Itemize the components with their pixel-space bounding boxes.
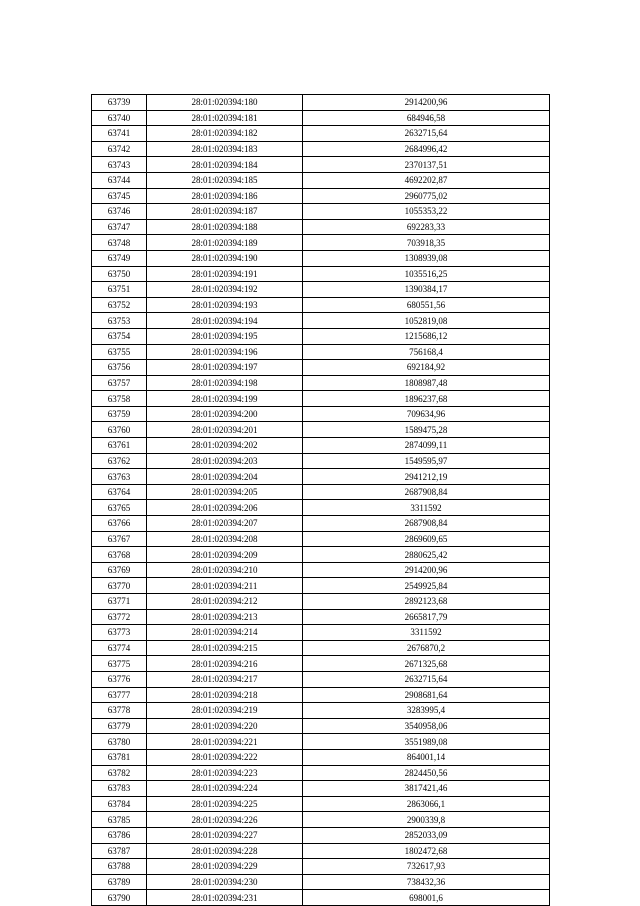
row-number-cell: 63743 xyxy=(92,157,147,173)
table-row xyxy=(92,765,550,781)
cadastral-value-cell: 2370137,51 xyxy=(303,157,550,173)
row-number-cell: 63769 xyxy=(92,562,147,578)
cadastral-number-cell: 28:01:020394:229 xyxy=(147,859,303,875)
cadastral-number-cell: 28:01:020394:216 xyxy=(147,656,303,672)
row-number-cell: 63752 xyxy=(92,297,147,313)
cadastral-number-cell: 28:01:020394:214 xyxy=(147,625,303,641)
row-number-cell: 63758 xyxy=(92,391,147,407)
cadastral-value-cell: 4692202,87 xyxy=(303,172,550,188)
row-number-cell: 63755 xyxy=(92,344,147,360)
row-number-cell: 63759 xyxy=(92,406,147,422)
table-row xyxy=(92,360,550,376)
cadastral-value-cell: 2908681,64 xyxy=(303,687,550,703)
row-number-cell: 63753 xyxy=(92,313,147,329)
row-number-cell: 63756 xyxy=(92,360,147,376)
cadastral-value-cell: 2632715,64 xyxy=(303,671,550,687)
cadastral-number-cell: 28:01:020394:212 xyxy=(147,594,303,610)
table-row xyxy=(92,781,550,797)
table-row xyxy=(92,422,550,438)
cadastral-value-cell: 2687908,84 xyxy=(303,516,550,532)
row-number-cell: 63782 xyxy=(92,765,147,781)
row-number-cell: 63750 xyxy=(92,266,147,282)
cadastral-number-cell: 28:01:020394:219 xyxy=(147,703,303,719)
cadastral-value-cell: 1055353,22 xyxy=(303,204,550,220)
table-row xyxy=(92,843,550,859)
table-body xyxy=(92,95,550,906)
cadastral-number-cell: 28:01:020394:221 xyxy=(147,734,303,750)
table-row xyxy=(92,375,550,391)
cadastral-number-cell: 28:01:020394:222 xyxy=(147,749,303,765)
cadastral-number-cell: 28:01:020394:227 xyxy=(147,827,303,843)
cadastral-number-cell: 28:01:020394:213 xyxy=(147,609,303,625)
cadastral-value-cell: 703918,35 xyxy=(303,235,550,251)
table-row xyxy=(92,594,550,610)
cadastral-value-cell: 738432,36 xyxy=(303,874,550,890)
cadastral-number-cell: 28:01:020394:209 xyxy=(147,547,303,563)
cadastral-value-cell: 698001,6 xyxy=(303,890,550,906)
table-row xyxy=(92,578,550,594)
cadastral-number-cell: 28:01:020394:193 xyxy=(147,297,303,313)
cadastral-value-cell: 864001,14 xyxy=(303,749,550,765)
cadastral-number-cell: 28:01:020394:211 xyxy=(147,578,303,594)
table-row xyxy=(92,859,550,875)
table-row xyxy=(92,827,550,843)
row-number-cell: 63764 xyxy=(92,484,147,500)
cadastral-number-cell: 28:01:020394:228 xyxy=(147,843,303,859)
cadastral-number-cell: 28:01:020394:220 xyxy=(147,718,303,734)
cadastral-number-cell: 28:01:020394:224 xyxy=(147,781,303,797)
cadastral-value-cell: 1215686,12 xyxy=(303,328,550,344)
cadastral-number-cell: 28:01:020394:188 xyxy=(147,219,303,235)
cadastral-value-cell: 2687908,84 xyxy=(303,484,550,500)
cadastral-value-cell: 1896237,68 xyxy=(303,391,550,407)
cadastral-value-cell: 3817421,46 xyxy=(303,781,550,797)
row-number-cell: 63761 xyxy=(92,438,147,454)
cadastral-value-cell: 2914200,96 xyxy=(303,562,550,578)
cadastral-number-cell: 28:01:020394:203 xyxy=(147,453,303,469)
cadastral-value-cell: 2684996,42 xyxy=(303,141,550,157)
cadastral-number-cell: 28:01:020394:189 xyxy=(147,235,303,251)
cadastral-number-cell: 28:01:020394:185 xyxy=(147,172,303,188)
table-row xyxy=(92,313,550,329)
row-number-cell: 63748 xyxy=(92,235,147,251)
table-row xyxy=(92,391,550,407)
cadastral-value-cell: 2880625,42 xyxy=(303,547,550,563)
cadastral-value-cell: 1052819,08 xyxy=(303,313,550,329)
cadastral-number-cell: 28:01:020394:202 xyxy=(147,438,303,454)
table-row xyxy=(92,126,550,142)
cadastral-value-cell: 3311592 xyxy=(303,625,550,641)
row-number-cell: 63776 xyxy=(92,671,147,687)
cadastral-number-cell: 28:01:020394:186 xyxy=(147,188,303,204)
table-row xyxy=(92,297,550,313)
row-number-cell: 63740 xyxy=(92,110,147,126)
table-row xyxy=(92,406,550,422)
table-row xyxy=(92,188,550,204)
table-row xyxy=(92,703,550,719)
cadastral-value-cell: 2852033,09 xyxy=(303,827,550,843)
cadastral-number-cell: 28:01:020394:191 xyxy=(147,266,303,282)
table-row xyxy=(92,796,550,812)
row-number-cell: 63773 xyxy=(92,625,147,641)
row-number-cell: 63774 xyxy=(92,640,147,656)
row-number-cell: 63770 xyxy=(92,578,147,594)
cadastral-number-cell: 28:01:020394:192 xyxy=(147,282,303,298)
cadastral-value-cell: 692184,92 xyxy=(303,360,550,376)
cadastral-number-cell: 28:01:020394:208 xyxy=(147,531,303,547)
cadastral-number-cell: 28:01:020394:204 xyxy=(147,469,303,485)
row-number-cell: 63739 xyxy=(92,95,147,111)
row-number-cell: 63751 xyxy=(92,282,147,298)
cadastral-value-cell: 2676870,2 xyxy=(303,640,550,656)
row-number-cell: 63775 xyxy=(92,656,147,672)
cadastral-value-cell: 2892123,68 xyxy=(303,594,550,610)
row-number-cell: 63760 xyxy=(92,422,147,438)
table-row xyxy=(92,219,550,235)
row-number-cell: 63762 xyxy=(92,453,147,469)
cadastral-value-cell: 2665817,79 xyxy=(303,609,550,625)
cadastral-number-cell: 28:01:020394:231 xyxy=(147,890,303,906)
row-number-cell: 63754 xyxy=(92,328,147,344)
cadastral-number-cell: 28:01:020394:184 xyxy=(147,157,303,173)
cadastral-number-cell: 28:01:020394:195 xyxy=(147,328,303,344)
row-number-cell: 63789 xyxy=(92,874,147,890)
row-number-cell: 63783 xyxy=(92,781,147,797)
table-row xyxy=(92,344,550,360)
cadastral-number-cell: 28:01:020394:206 xyxy=(147,500,303,516)
row-number-cell: 63786 xyxy=(92,827,147,843)
cadastral-value-cell: 2869609,65 xyxy=(303,531,550,547)
cadastral-number-cell: 28:01:020394:196 xyxy=(147,344,303,360)
table-row xyxy=(92,172,550,188)
cadastral-number-cell: 28:01:020394:210 xyxy=(147,562,303,578)
row-number-cell: 63767 xyxy=(92,531,147,547)
cadastral-number-cell: 28:01:020394:199 xyxy=(147,391,303,407)
cadastral-number-cell: 28:01:020394:217 xyxy=(147,671,303,687)
cadastral-number-cell: 28:01:020394:181 xyxy=(147,110,303,126)
cadastral-value-cell: 2549925,84 xyxy=(303,578,550,594)
cadastral-value-cell: 1589475,28 xyxy=(303,422,550,438)
row-number-cell: 63744 xyxy=(92,172,147,188)
table-row xyxy=(92,469,550,485)
cadastral-value-cell: 3551989,08 xyxy=(303,734,550,750)
row-number-cell: 63766 xyxy=(92,516,147,532)
cadastral-number-cell: 28:01:020394:183 xyxy=(147,141,303,157)
table-row xyxy=(92,266,550,282)
cadastral-value-cell: 2824450,56 xyxy=(303,765,550,781)
table-row xyxy=(92,141,550,157)
table-row xyxy=(92,500,550,516)
cadastral-number-cell: 28:01:020394:230 xyxy=(147,874,303,890)
cadastral-number-cell: 28:01:020394:215 xyxy=(147,640,303,656)
row-number-cell: 63745 xyxy=(92,188,147,204)
table-row xyxy=(92,235,550,251)
table-row xyxy=(92,749,550,765)
cadastral-number-cell: 28:01:020394:182 xyxy=(147,126,303,142)
cadastral-number-cell: 28:01:020394:218 xyxy=(147,687,303,703)
table-row xyxy=(92,656,550,672)
row-number-cell: 63742 xyxy=(92,141,147,157)
cadastral-number-cell: 28:01:020394:201 xyxy=(147,422,303,438)
cadastral-number-cell: 28:01:020394:226 xyxy=(147,812,303,828)
cadastral-value-cell: 1802472,68 xyxy=(303,843,550,859)
cadastral-value-cell: 1390384,17 xyxy=(303,282,550,298)
row-number-cell: 63790 xyxy=(92,890,147,906)
cadastral-value-cell: 3311592 xyxy=(303,500,550,516)
cadastral-value-cell: 3283995,4 xyxy=(303,703,550,719)
cadastral-value-cell: 692283,33 xyxy=(303,219,550,235)
table-row xyxy=(92,516,550,532)
table-row xyxy=(92,718,550,734)
cadastral-number-cell: 28:01:020394:207 xyxy=(147,516,303,532)
table-row xyxy=(92,625,550,641)
table-row xyxy=(92,204,550,220)
cadastral-number-cell: 28:01:020394:205 xyxy=(147,484,303,500)
cadastral-number-cell: 28:01:020394:200 xyxy=(147,406,303,422)
row-number-cell: 63780 xyxy=(92,734,147,750)
row-number-cell: 63746 xyxy=(92,204,147,220)
row-number-cell: 63788 xyxy=(92,859,147,875)
cadastral-value-cell: 1308939,08 xyxy=(303,250,550,266)
row-number-cell: 63787 xyxy=(92,843,147,859)
cadastral-value-cell: 2863066,1 xyxy=(303,796,550,812)
cadastral-value-cell: 756168,4 xyxy=(303,344,550,360)
cadastral-number-cell: 28:01:020394:223 xyxy=(147,765,303,781)
cadastral-value-cell: 2914200,96 xyxy=(303,95,550,111)
table-row xyxy=(92,671,550,687)
cadastral-number-cell: 28:01:020394:197 xyxy=(147,360,303,376)
table-row xyxy=(92,812,550,828)
cadastral-number-cell: 28:01:020394:225 xyxy=(147,796,303,812)
row-number-cell: 63781 xyxy=(92,749,147,765)
cadastral-value-cell: 2960775,02 xyxy=(303,188,550,204)
table-row xyxy=(92,250,550,266)
table-row xyxy=(92,95,550,111)
cadastral-number-cell: 28:01:020394:187 xyxy=(147,204,303,220)
cadastral-value-table xyxy=(91,94,550,906)
row-number-cell: 63771 xyxy=(92,594,147,610)
cadastral-number-cell: 28:01:020394:198 xyxy=(147,375,303,391)
cadastral-number-cell: 28:01:020394:190 xyxy=(147,250,303,266)
row-number-cell: 63757 xyxy=(92,375,147,391)
cadastral-value-cell: 1549595,97 xyxy=(303,453,550,469)
table-row xyxy=(92,890,550,906)
cadastral-value-cell: 732617,93 xyxy=(303,859,550,875)
cadastral-number-cell: 28:01:020394:180 xyxy=(147,95,303,111)
cadastral-value-cell: 1035516,25 xyxy=(303,266,550,282)
cadastral-value-cell: 680551,56 xyxy=(303,297,550,313)
table-row xyxy=(92,453,550,469)
table-row xyxy=(92,531,550,547)
table-row xyxy=(92,282,550,298)
table-row xyxy=(92,640,550,656)
cadastral-value-cell: 684946,58 xyxy=(303,110,550,126)
row-number-cell: 63747 xyxy=(92,219,147,235)
row-number-cell: 63785 xyxy=(92,812,147,828)
row-number-cell: 63772 xyxy=(92,609,147,625)
row-number-cell: 63765 xyxy=(92,500,147,516)
row-number-cell: 63779 xyxy=(92,718,147,734)
table-row xyxy=(92,157,550,173)
table-row xyxy=(92,874,550,890)
row-number-cell: 63763 xyxy=(92,469,147,485)
table-row xyxy=(92,562,550,578)
row-number-cell: 63749 xyxy=(92,250,147,266)
cadastral-value-cell: 2900339,8 xyxy=(303,812,550,828)
table-row xyxy=(92,734,550,750)
table-row xyxy=(92,110,550,126)
row-number-cell: 63777 xyxy=(92,687,147,703)
cadastral-value-cell: 2632715,64 xyxy=(303,126,550,142)
cadastral-value-cell: 1808987,48 xyxy=(303,375,550,391)
cadastral-value-cell: 709634,96 xyxy=(303,406,550,422)
cadastral-value-cell: 2941212,19 xyxy=(303,469,550,485)
table-row xyxy=(92,687,550,703)
cadastral-value-cell: 2671325,68 xyxy=(303,656,550,672)
table-row xyxy=(92,484,550,500)
table-row xyxy=(92,609,550,625)
cadastral-value-cell: 2874099,11 xyxy=(303,438,550,454)
cadastral-value-cell: 3540958,06 xyxy=(303,718,550,734)
row-number-cell: 63784 xyxy=(92,796,147,812)
table-row xyxy=(92,328,550,344)
row-number-cell: 63778 xyxy=(92,703,147,719)
table-row xyxy=(92,438,550,454)
table-row xyxy=(92,547,550,563)
cadastral-number-cell: 28:01:020394:194 xyxy=(147,313,303,329)
row-number-cell: 63741 xyxy=(92,126,147,142)
row-number-cell: 63768 xyxy=(92,547,147,563)
